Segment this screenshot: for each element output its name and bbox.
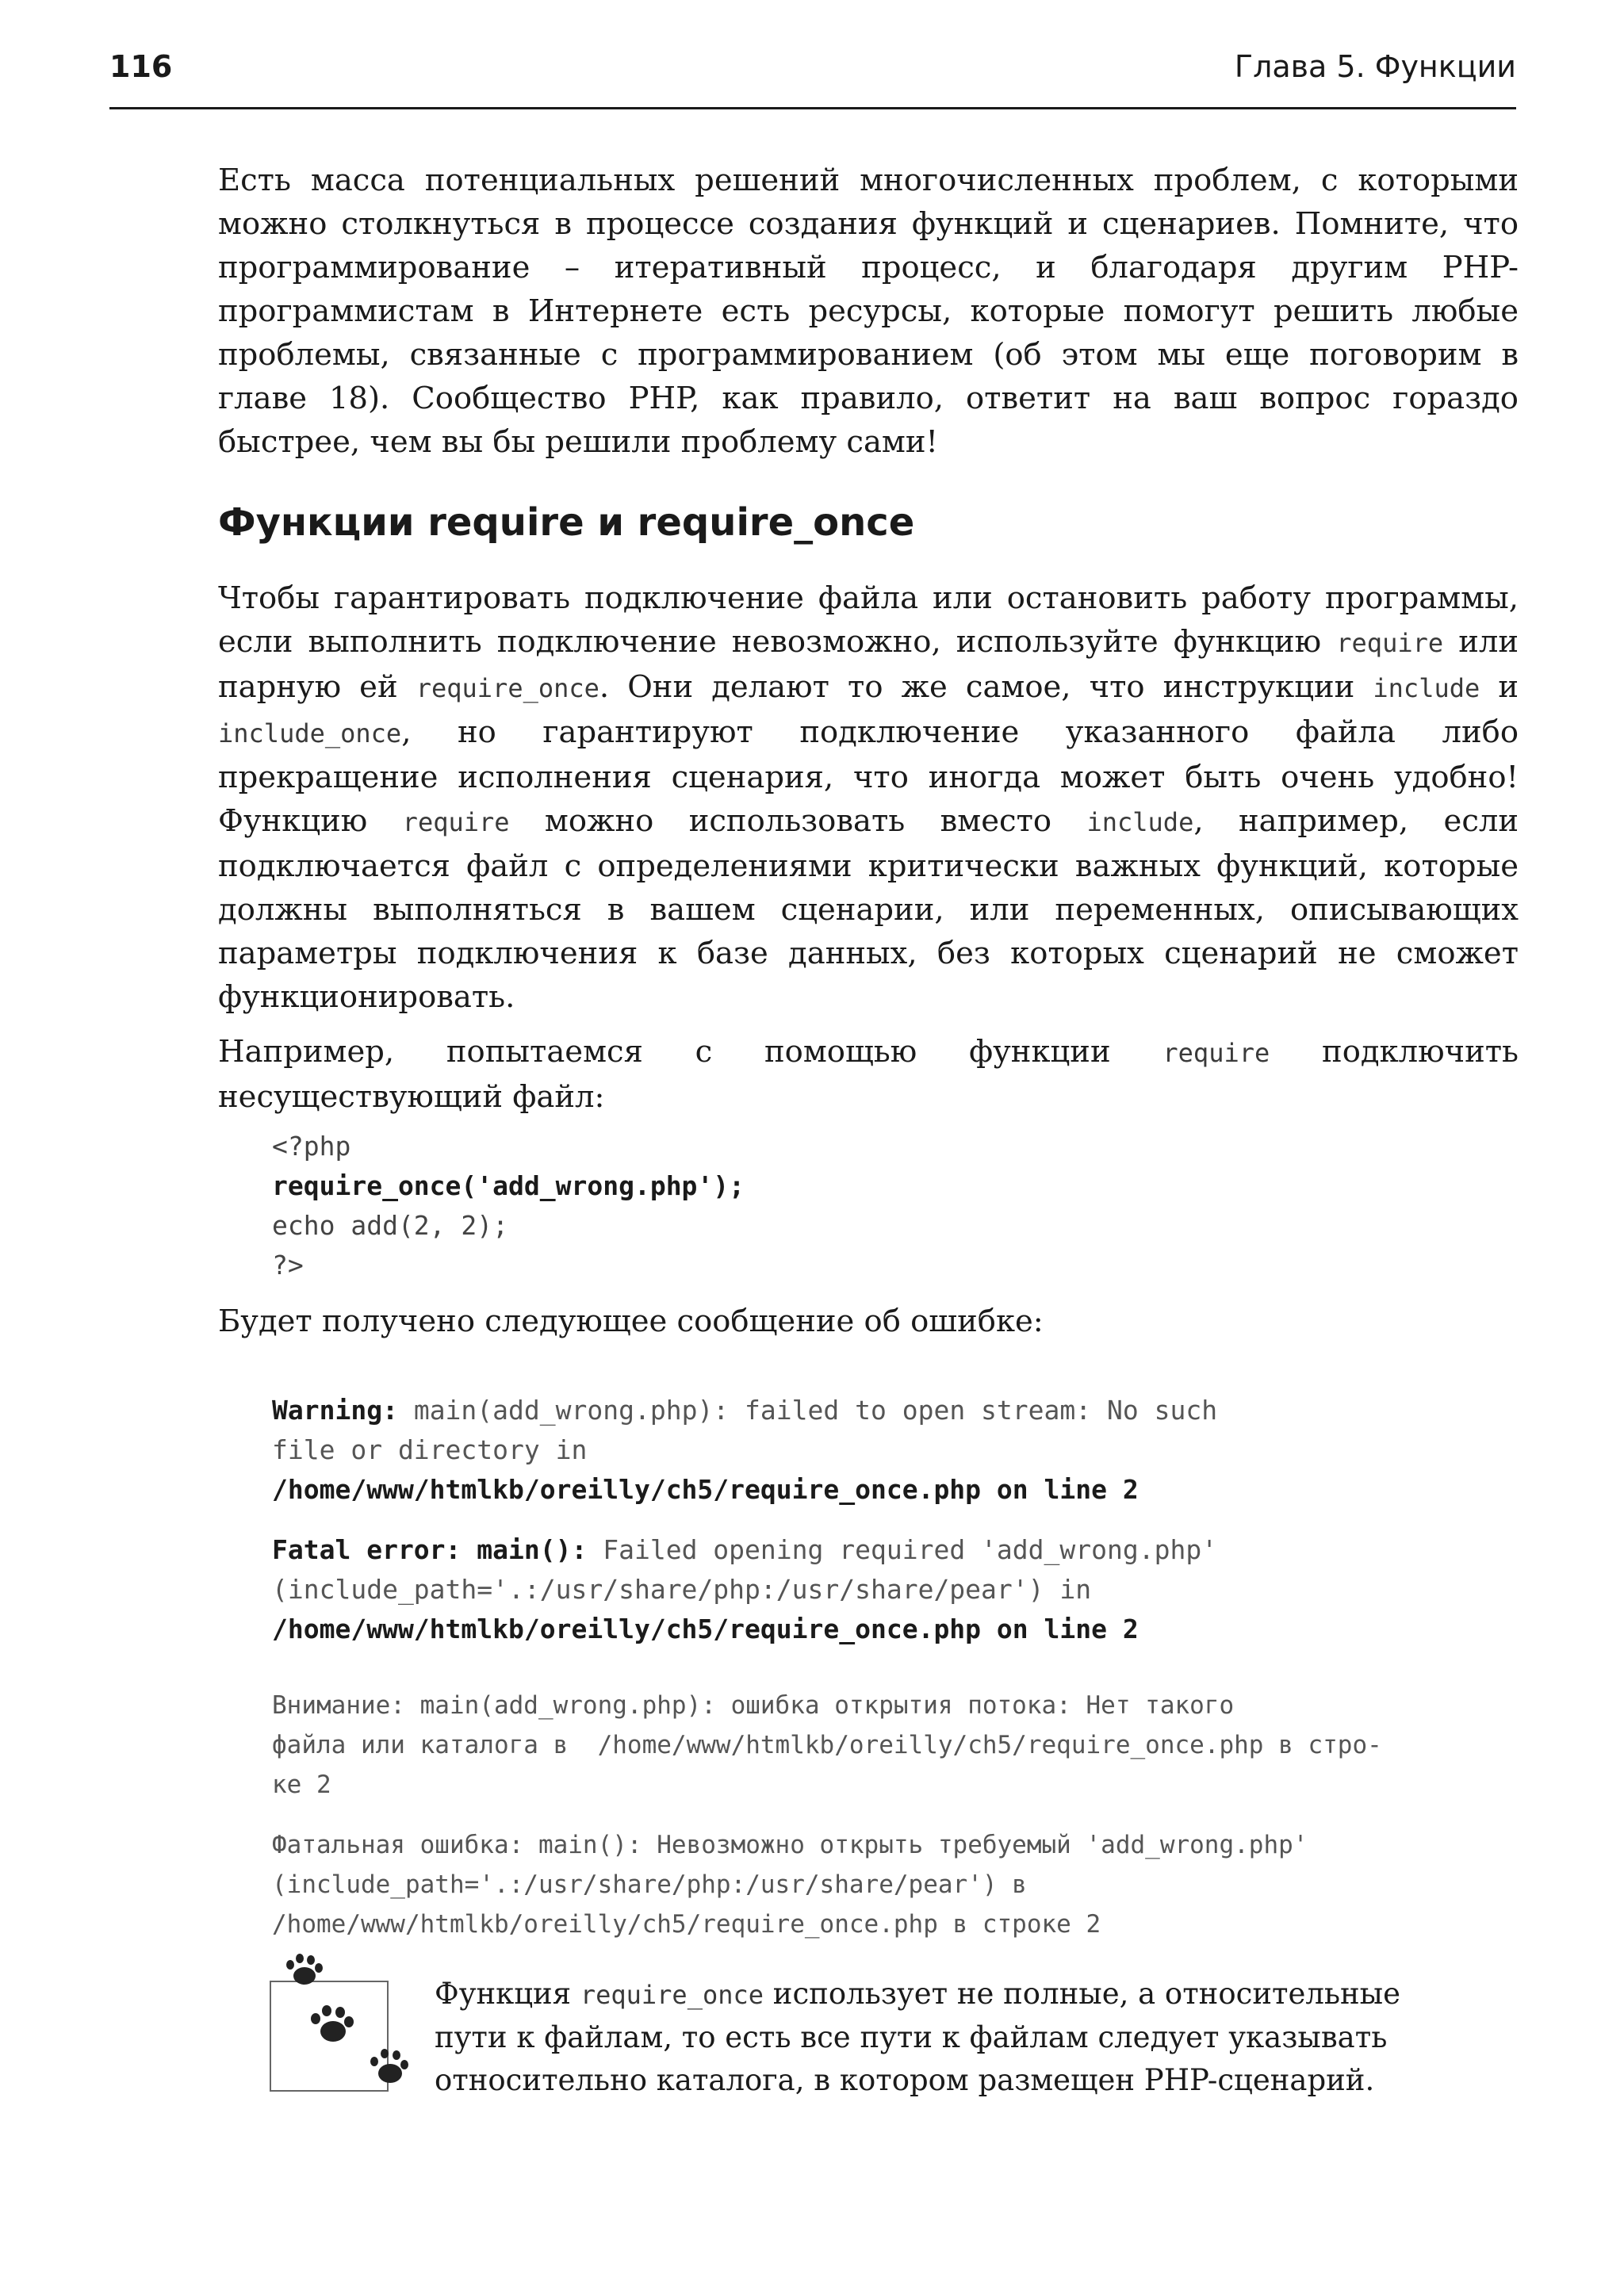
text-run: подключить несуществующий файл: bbox=[218, 1034, 1519, 1115]
spacer bbox=[272, 1805, 1519, 1825]
text-run: Функция bbox=[435, 1977, 580, 2011]
text-run: , например, если подключается файл с определениями критически важных функций, которые должны выполняться в вашем сценарии, или переменных, описывающих параметры подключения к базе данных, без которых сценарий не сможет функционировать. bbox=[218, 803, 1519, 1015]
inline-code: include_once bbox=[218, 718, 402, 748]
header-rule bbox=[109, 107, 1516, 109]
error-line bbox=[272, 1391, 1519, 1430]
error-output bbox=[272, 1351, 1519, 2023]
inline-code: require_once bbox=[580, 1980, 764, 2010]
section-heading: Функции require и require_once bbox=[218, 500, 915, 545]
error-line: file or directory in bbox=[272, 1434, 588, 1465]
paw-prints-icon bbox=[270, 1981, 389, 2092]
code-line: echo add(2, 2); bbox=[272, 1210, 509, 1241]
text-run: , но гарантируют подключение указанного файла либо прекращение исполнения сценария, что иногда может быть очень удобно! Функцию bbox=[218, 714, 1519, 839]
text-run: и bbox=[1480, 669, 1519, 705]
text-run: Например, попытаемся с помощью функции bbox=[218, 1034, 1163, 1070]
warning-label: Warning: bbox=[272, 1395, 398, 1426]
code-line: ?> bbox=[272, 1250, 304, 1281]
text-run: можно использовать вместо bbox=[509, 803, 1087, 839]
example-intro-paragraph bbox=[218, 1030, 1519, 1119]
ru-error-line: ке 2 bbox=[272, 1771, 331, 1799]
main-content bbox=[218, 159, 1519, 2023]
spacer bbox=[272, 1649, 1519, 1686]
note-box bbox=[270, 1957, 1459, 2097]
fatal-label: Fatal error: main(): bbox=[272, 1534, 588, 1565]
ru-error-line: (include_path='.:/usr/share/php:/usr/share/pear') в bbox=[272, 1870, 1027, 1899]
error-line: /home/www/htmlkb/oreilly/ch5/require_once.php on line 2 bbox=[272, 1614, 1139, 1644]
text-run: использует не полные, а относительные пути к файлам, то есть все пути к файлам следует указывать относительно каталога, в котором размещен PHP-сценарий. bbox=[435, 1977, 1401, 2097]
ru-error-line: /home/www/htmlkb/oreilly/ch5/require_once.php в строке 2 bbox=[272, 1910, 1101, 1939]
inline-code: include bbox=[1086, 807, 1194, 837]
code-line: require_once('add_wrong.php'); bbox=[272, 1170, 745, 1201]
code-line: <?php bbox=[272, 1131, 351, 1162]
error-text: Failed opening required 'add_wrong.php' bbox=[587, 1534, 1218, 1565]
inline-code: require bbox=[1336, 628, 1444, 658]
error-line bbox=[272, 1530, 1519, 1570]
page-number: 116 bbox=[109, 49, 173, 84]
text-run: или парную ей bbox=[218, 624, 1519, 705]
text-run: . Они делают то же самое, что инструкции bbox=[599, 669, 1373, 705]
inline-code: include bbox=[1373, 673, 1480, 703]
error-text: main(add_wrong.php): failed to open stream: No such bbox=[397, 1395, 1218, 1426]
running-head bbox=[109, 46, 1516, 94]
inline-code: require_once bbox=[416, 673, 599, 703]
ru-error-line: Фатальная ошибка: main(): Невозможно открыть требуемый 'add_wrong.php' bbox=[272, 1831, 1308, 1859]
ru-error-line: файла или каталога в /home/www/htmlkb/oreilly/ch5/require_once.php в стро- bbox=[272, 1731, 1382, 1759]
inline-code: require bbox=[1162, 1038, 1270, 1068]
intro-paragraph: Есть масса потенциальных решений многочисленных проблем, с которыми можно столкнуться в процессе создания функций и сценариев. Помните, что программирование – итеративный процесс, и благодаря другим PHP-программистам в Интернете есть ресурсы, которые помогут решить любые проблемы, связанные с программированием (об этом мы еще поговорим в главе 18). Сообщество PHP, как правило, ответит на ваш вопрос гораздо быстрее, чем вы бы решили проблему сами! bbox=[218, 163, 1519, 460]
chapter-title: Глава 5. Функции bbox=[1234, 49, 1516, 84]
note-text bbox=[435, 1973, 1465, 2102]
require-paragraph bbox=[218, 576, 1519, 1019]
code-example bbox=[272, 1127, 1519, 1285]
error-line: /home/www/htmlkb/oreilly/ch5/require_once.php on line 2 bbox=[272, 1474, 1139, 1505]
inline-code: require bbox=[402, 807, 510, 837]
text-run: Чтобы гарантировать подключение файла или остановить работу программы, если выполнить подключение невозможно, используйте функцию bbox=[218, 580, 1519, 660]
error-intro-paragraph: Будет получено следующее сообщение об ошибке: bbox=[218, 1304, 1044, 1339]
error-line: (include_path='.:/usr/share/php:/usr/share/pear') in bbox=[272, 1574, 1092, 1605]
spacer bbox=[272, 1510, 1519, 1530]
ru-error-line: Внимание: main(add_wrong.php): ошибка открытия потока: Нет такого bbox=[272, 1691, 1235, 1720]
paw-prints-graphic bbox=[271, 1982, 430, 2141]
